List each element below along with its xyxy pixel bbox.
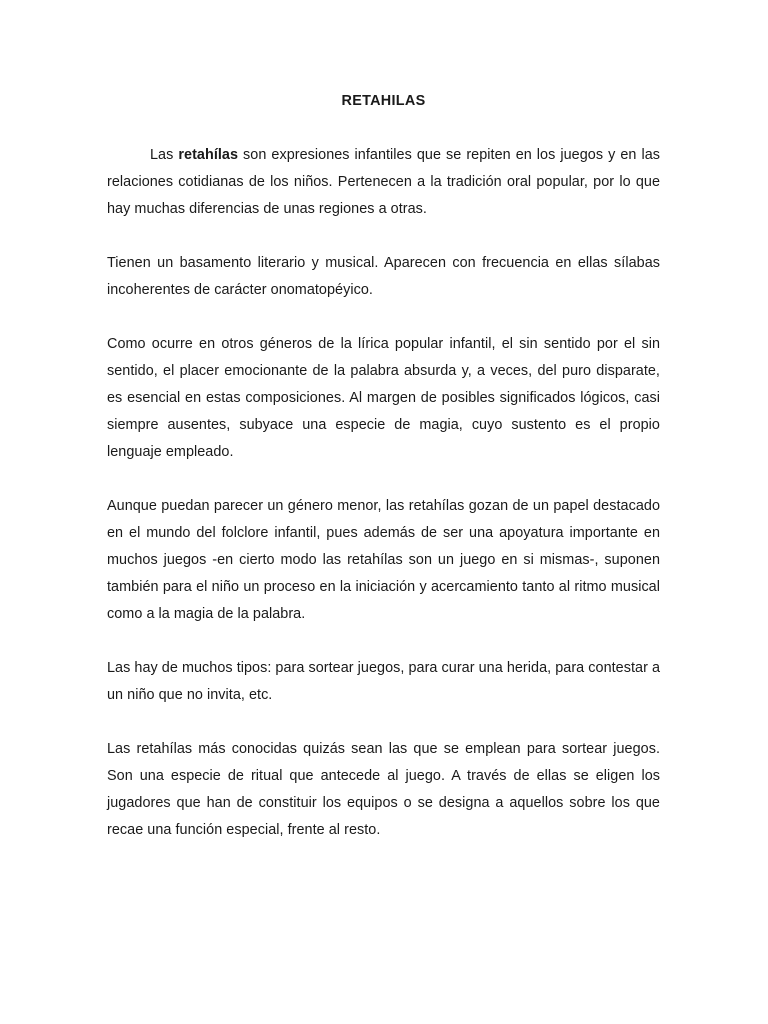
paragraph-sortear-juegos: Las retahílas más conocidas quizás sean las que se emplean para sortear juegos. Son una especie de ritual que antecede al juego. A través de ellas se eligen los jugadores que han de constituir los equipos o se designa a aquellos sobre los que recae una función especial, frente al resto. (107, 741, 660, 838)
intro-paragraph (107, 142, 660, 223)
paragraph-tipos: Las hay de muchos tipos: para sortear juegos, para curar una herida, para contestar a un niño que no invita, etc. (107, 660, 661, 703)
paragraph-genero-menor: Aunque puedan parecer un género menor, las retahílas gozan de un papel destacado en el mundo del folclore infantil, pues además de ser una apoyatura importante en muchos juegos -en cierto modo las retahílas son un juego en si mismas-, suponen también para el niño un proceso en la iniciación y acercamiento tanto al ritmo musical como a la magia de la palabra. (107, 498, 660, 622)
paragraph-sin-sentido: Como ocurre en otros géneros de la lírica popular infantil, el sin sentido por el sin sentido, el placer emocionante de la palabra absurda y, a veces, del puro disparate, es esencial en estas composiciones. Al margen de posibles significados lógicos, casi siempre ausentes, subyace una especie de magia, cuyo sustento es el propio lenguaje empleado. (107, 336, 660, 460)
document-title: RETAHILAS (341, 93, 426, 109)
intro-lead: Las (150, 147, 179, 163)
intro-rest: son expresiones infantiles que se repiten en los juegos y en las relaciones cotidianas de los niños. Pertenecen a la tradición oral popular, por lo que hay muchas diferencias de unas regiones a otras. (107, 147, 660, 217)
paragraph-basamento: Tienen un basamento literario y musical. Aparecen con frecuencia en ellas sílabas incoherentes de carácter onomatopéyico. (107, 255, 660, 298)
intro-term: retahílas (178, 147, 239, 163)
document-page (107, 88, 660, 871)
